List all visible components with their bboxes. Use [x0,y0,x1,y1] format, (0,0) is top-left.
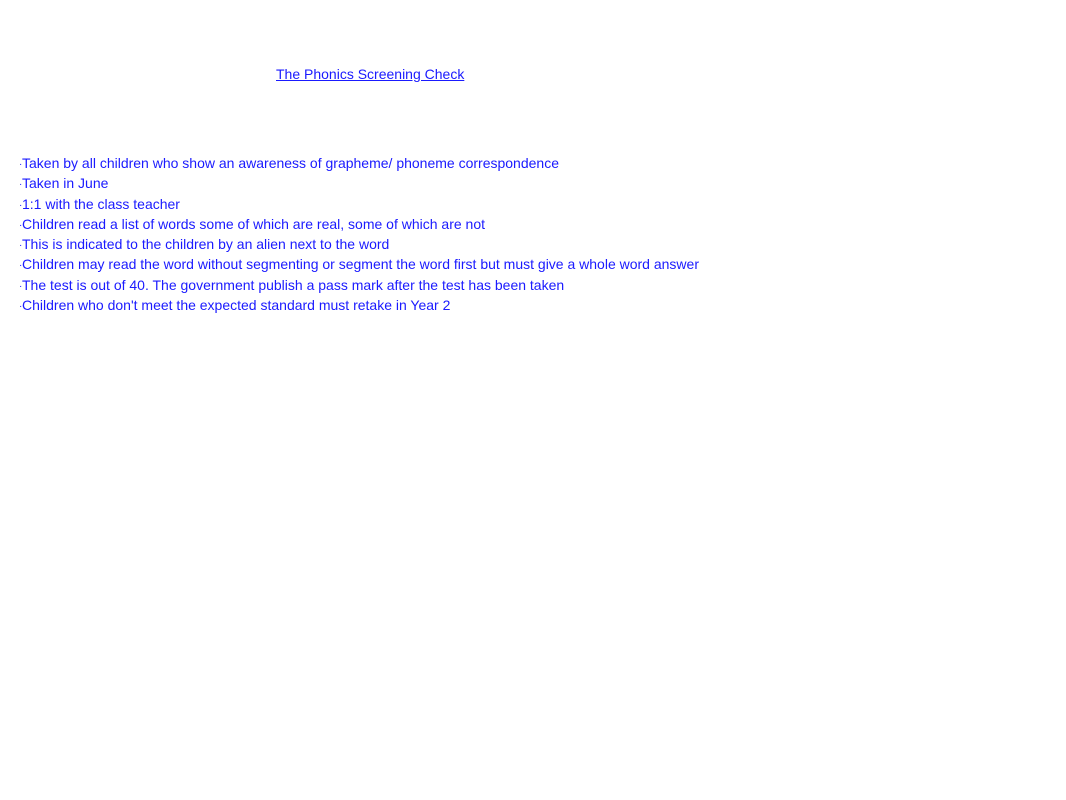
bullet-item [19,296,699,316]
bullet-text: Children read a list of words some of which are real, some of which are not [22,215,485,232]
bullet-text: The test is out of 40. The government publish a pass mark after the test has been taken [22,276,565,293]
bullet-marker: · [19,199,23,211]
bullet-marker: · [19,280,23,292]
bullet-list [19,154,699,316]
bullet-text: This is indicated to the children by an alien next to the word [22,236,390,253]
bullet-text: Taken by all children who show an awareness of grapheme/ phoneme correspondence [22,155,559,171]
bullet-text: Taken in June [22,175,109,192]
bullet-marker: · [19,179,23,191]
bullet-marker: · [19,240,23,252]
bullet-text: Children may read the word without segmenting or segment the word first but must give a whole word answer [22,256,699,273]
bullet-item [19,154,699,174]
bullet-marker: · [19,301,23,313]
document-title-link[interactable]: The Phonics Screening Check [276,66,465,82]
bullet-item [19,195,699,215]
bullet-item [19,174,699,194]
bullet-text: 1:1 with the class teacher [22,195,180,212]
bullet-item [19,255,699,275]
bullet-text: Children who don't meet the expected standard must retake in Year 2 [22,297,451,314]
bullet-marker: · [19,219,23,231]
bullet-item [19,235,699,255]
bullet-marker: · [19,159,23,170]
bullet-marker: · [19,260,23,272]
bullet-item [19,276,699,296]
bullet-item [19,215,699,235]
